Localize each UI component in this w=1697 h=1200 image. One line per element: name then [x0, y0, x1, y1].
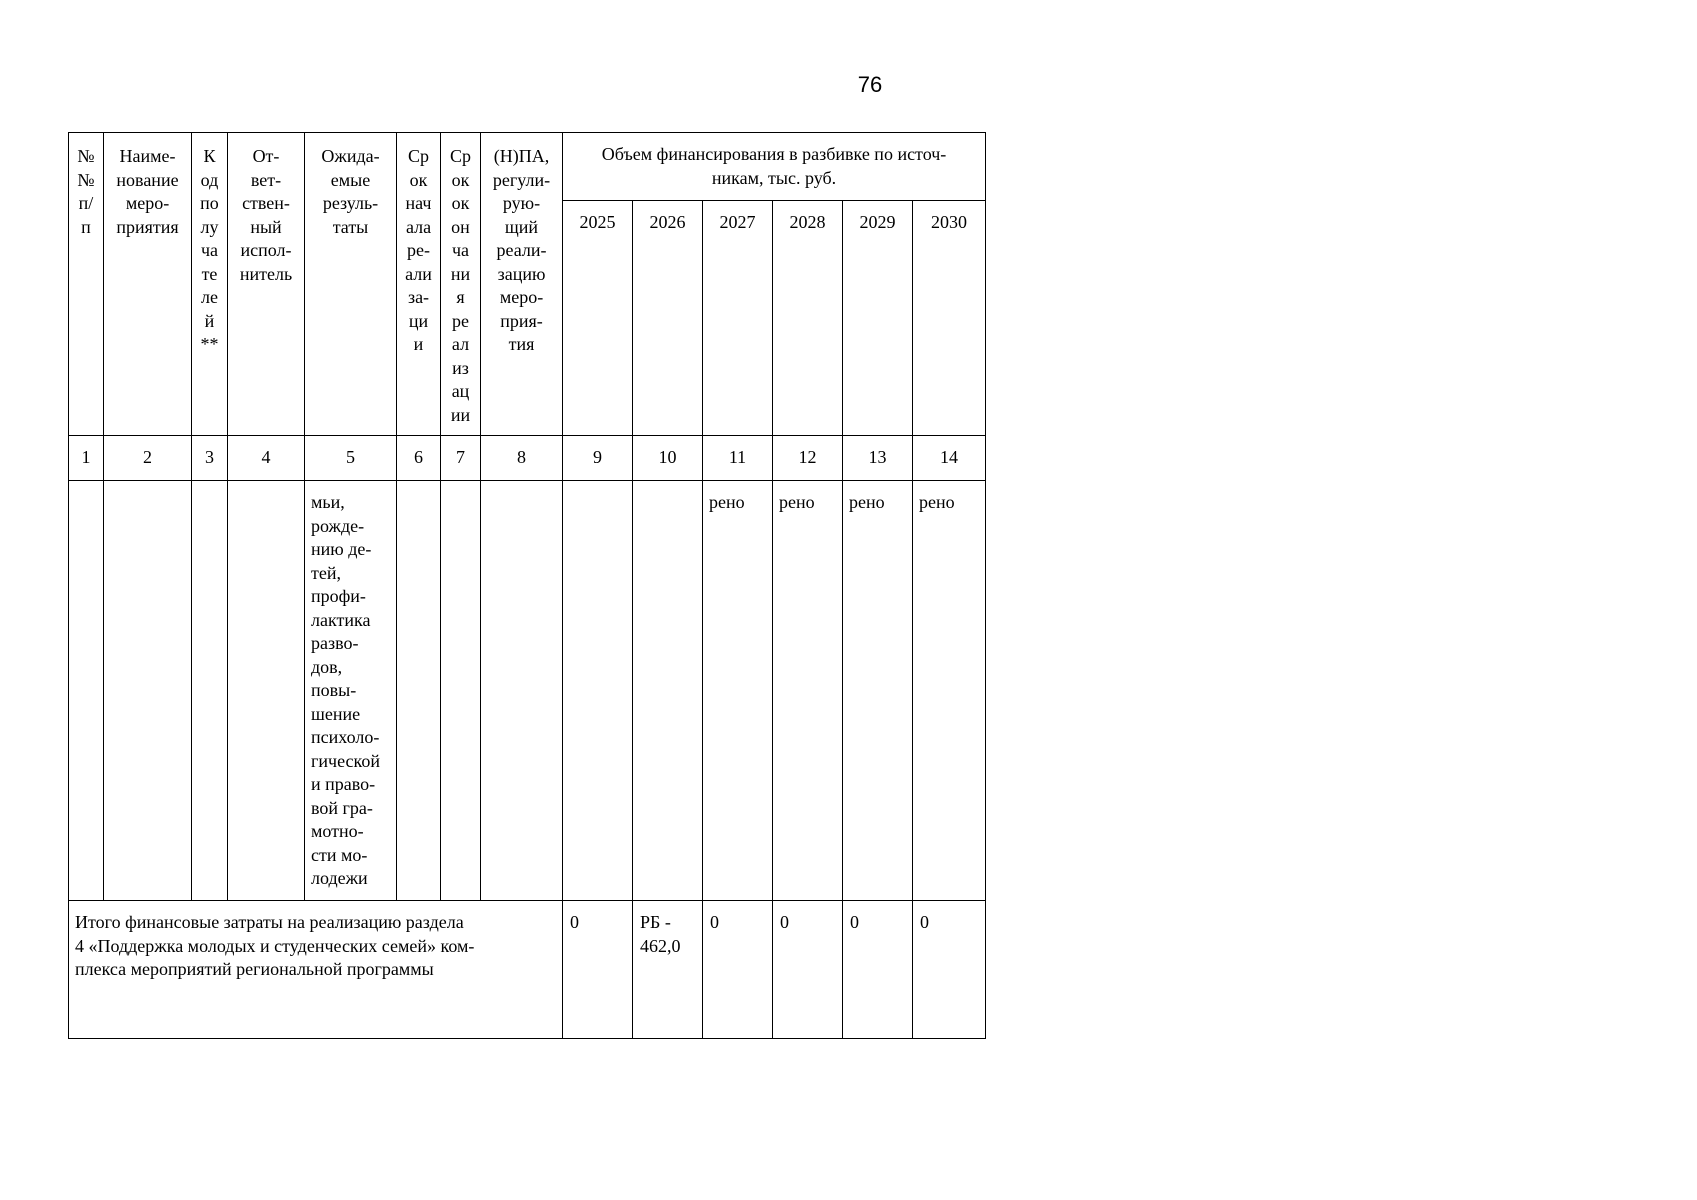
total-2030: 0: [913, 901, 986, 1039]
column-number: 13: [843, 436, 913, 481]
expected-results-cell: мьи, рожде- нию де- тей, профи- лактика разво- дов, повы- шение психоло- гической и право- вой гра- мотно- сти мо- лодежи: [305, 481, 397, 901]
empty-cell: [228, 481, 305, 901]
total-2027: 0: [703, 901, 773, 1039]
header-end-date: Ср ок ок он ча ни я ре ал из ац ии: [441, 133, 481, 436]
header-recipient-code: К од по лу ча те ле й **: [192, 133, 228, 436]
empty-cell: [481, 481, 563, 901]
empty-cell: [441, 481, 481, 901]
column-number: 12: [773, 436, 843, 481]
column-number: 14: [913, 436, 986, 481]
header-start-date: Ср ок нач ала ре- али за- ци и: [397, 133, 441, 436]
column-number: 9: [563, 436, 633, 481]
column-number: 10: [633, 436, 703, 481]
total-row: [69, 901, 986, 1039]
total-2026: РБ - 462,0: [633, 901, 703, 1039]
column-number: 11: [703, 436, 773, 481]
value-2030-cell: рено: [913, 481, 986, 901]
header-financing-volume: Объем финансирования в разбивке по источ- никам, тыс. руб.: [563, 133, 986, 201]
total-2029: 0: [843, 901, 913, 1039]
header-expected-results: Ожида- емые резуль- таты: [305, 133, 397, 436]
column-number: 5: [305, 436, 397, 481]
header-regulatory-act: (Н)ПА, регули- рую- щий реали- зацию меро- прия- тия: [481, 133, 563, 436]
empty-cell: [69, 481, 104, 901]
header-row-number: № № п/ п: [69, 133, 104, 436]
value-2027-cell: рено: [703, 481, 773, 901]
empty-cell: [397, 481, 441, 901]
header-year-2029: 2029: [843, 201, 913, 436]
header-year-2025: 2025: [563, 201, 633, 436]
total-2028: 0: [773, 901, 843, 1039]
column-number: 7: [441, 436, 481, 481]
value-2026-cell: [633, 481, 703, 901]
column-number: 2: [104, 436, 192, 481]
total-2025: 0: [563, 901, 633, 1039]
header-year-2030: 2030: [913, 201, 986, 436]
column-number: 6: [397, 436, 441, 481]
header-row-top: [69, 133, 986, 201]
column-number-row: [69, 436, 986, 481]
total-label: Итого финансовые затраты на реализацию раздела 4 «Поддержка молодых и студенческих семей» ком- плекса мероприятий региональной программы: [69, 901, 563, 1039]
value-2029-cell: рено: [843, 481, 913, 901]
header-responsible-executor: От- вет- ствен- ный испол- нитель: [228, 133, 305, 436]
value-2025-cell: [563, 481, 633, 901]
column-number: 4: [228, 436, 305, 481]
column-number: 3: [192, 436, 228, 481]
column-number: 1: [69, 436, 104, 481]
page-number: 76: [857, 72, 883, 97]
header-event-name: Наиме- нование меро- приятия: [104, 133, 192, 436]
header-year-2026: 2026: [633, 201, 703, 436]
empty-cell: [104, 481, 192, 901]
value-2028-cell: рено: [773, 481, 843, 901]
header-year-2027: 2027: [703, 201, 773, 436]
empty-cell: [192, 481, 228, 901]
table-row: [69, 481, 986, 901]
header-year-2028: 2028: [773, 201, 843, 436]
financing-table: [68, 132, 986, 1039]
column-number: 8: [481, 436, 563, 481]
